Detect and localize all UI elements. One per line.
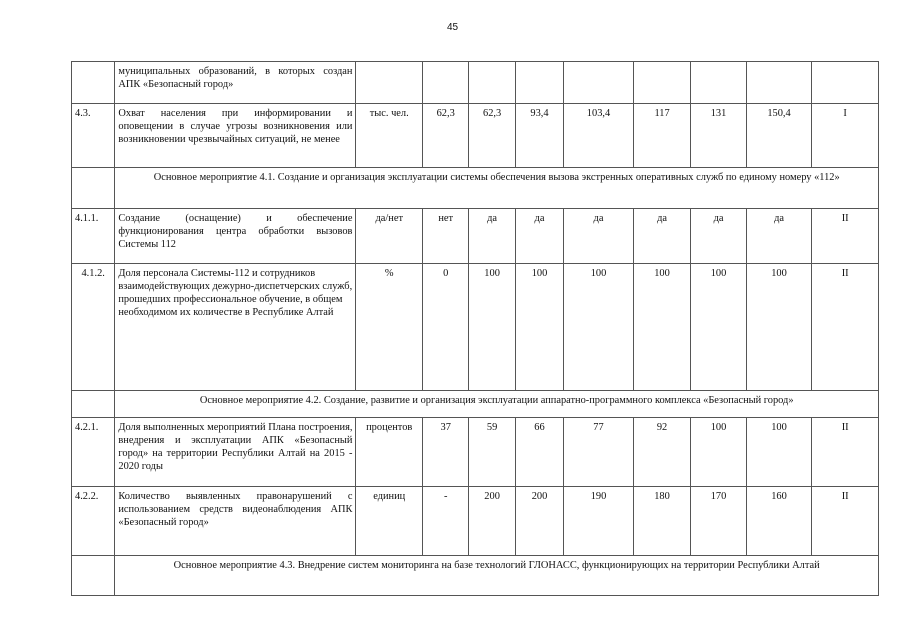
value-cell: 170 [691, 487, 746, 556]
section-row [72, 168, 879, 209]
row-number: 4.2.2. [72, 487, 115, 556]
row-number: 4.1.2. [72, 264, 115, 391]
section-number-cell [72, 168, 115, 209]
value-cell: да [746, 209, 812, 264]
indicator-name: Количество выявленных правонарушений с использованием средств видеонаблюдения АПК «Безопасный город» [115, 487, 356, 556]
value-cell: 150,4 [746, 104, 812, 168]
value-cell [564, 62, 634, 104]
priority-cell: I [812, 104, 879, 168]
value-cell: 100 [746, 264, 812, 391]
table-row [72, 62, 879, 104]
value-cell [515, 62, 563, 104]
value-cell: 200 [515, 487, 563, 556]
row-number [72, 62, 115, 104]
unit-cell: процентов [356, 418, 423, 487]
value-cell: 131 [691, 104, 746, 168]
value-cell: 77 [564, 418, 634, 487]
row-number: 4.1.1. [72, 209, 115, 264]
value-cell: 100 [746, 418, 812, 487]
row-number: 4.3. [72, 104, 115, 168]
unit-cell [356, 62, 423, 104]
value-cell: 59 [469, 418, 515, 487]
indicator-name: Доля выполненных мероприятий Плана построения, внедрения и эксплуатации АПК «Безопасный город» на территории Республики Алтай на 2015 - 2020 годы [115, 418, 356, 487]
section-row [72, 556, 879, 596]
value-cell: 66 [515, 418, 563, 487]
section-number-cell [72, 556, 115, 596]
section-number-cell [72, 391, 115, 418]
value-cell: 190 [564, 487, 634, 556]
value-cell: да [564, 209, 634, 264]
value-cell [633, 62, 690, 104]
priority-cell: II [812, 264, 879, 391]
priority-cell: II [812, 418, 879, 487]
table-row [72, 487, 879, 556]
priority-cell [812, 62, 879, 104]
value-cell: 103,4 [564, 104, 634, 168]
value-cell: 100 [691, 264, 746, 391]
value-cell: 160 [746, 487, 812, 556]
value-cell: да [469, 209, 515, 264]
unit-cell: тыс. чел. [356, 104, 423, 168]
row-number: 4.2.1. [72, 418, 115, 487]
value-cell: 100 [691, 418, 746, 487]
section-row [72, 391, 879, 418]
unit-cell: да/нет [356, 209, 423, 264]
indicators-table [71, 61, 879, 596]
value-cell: 100 [633, 264, 690, 391]
table-row [72, 264, 879, 391]
value-cell: 180 [633, 487, 690, 556]
value-cell: 93,4 [515, 104, 563, 168]
unit-cell: единиц [356, 487, 423, 556]
priority-cell: II [812, 209, 879, 264]
page-number: 45 [446, 22, 459, 33]
value-cell: 100 [564, 264, 634, 391]
value-cell: 100 [515, 264, 563, 391]
value-cell: нет [423, 209, 469, 264]
indicator-name: муниципальных образований, в которых создан АПК «Безопасный город» [115, 62, 356, 104]
value-cell: 62,3 [423, 104, 469, 168]
value-cell: 100 [469, 264, 515, 391]
value-cell: - [423, 487, 469, 556]
section-title: Основное мероприятие 4.3. Внедрение систем мониторинга на базе технологий ГЛОНАСС, функционирующих на территории Республики Алтай [115, 556, 879, 596]
priority-cell: II [812, 487, 879, 556]
value-cell: 37 [423, 418, 469, 487]
table-row [72, 418, 879, 487]
indicator-name: Охват населения при информировании и оповещении в случае угрозы возникновения или возникновении чрезвычайных ситуаций, не менее [115, 104, 356, 168]
value-cell [691, 62, 746, 104]
table-row [72, 209, 879, 264]
value-cell: 200 [469, 487, 515, 556]
value-cell: 117 [633, 104, 690, 168]
value-cell [469, 62, 515, 104]
indicator-name: Создание (оснащение) и обеспечение функционирования центра обработки вызовов Системы 112 [115, 209, 356, 264]
value-cell: 92 [633, 418, 690, 487]
value-cell: да [633, 209, 690, 264]
section-title: Основное мероприятие 4.1. Создание и организация эксплуатации системы обеспечения вызова экстренных оперативных служб по единому номеру «112» [115, 168, 879, 209]
value-cell [746, 62, 812, 104]
table-row [72, 104, 879, 168]
value-cell: да [691, 209, 746, 264]
section-title: Основное мероприятие 4.2. Создание, развитие и организация эксплуатации аппаратно-программного комплекса «Безопасный город» [115, 391, 879, 418]
value-cell: да [515, 209, 563, 264]
value-cell: 62,3 [469, 104, 515, 168]
value-cell [423, 62, 469, 104]
indicator-name: Доля персонала Системы-112 и сотрудников взаимодействующих дежурно-диспетчерских служб, прошедших профессиональное обучение, в общем необходимом их количестве в Республике Алтай [115, 264, 356, 391]
value-cell: 0 [423, 264, 469, 391]
unit-cell: % [356, 264, 423, 391]
